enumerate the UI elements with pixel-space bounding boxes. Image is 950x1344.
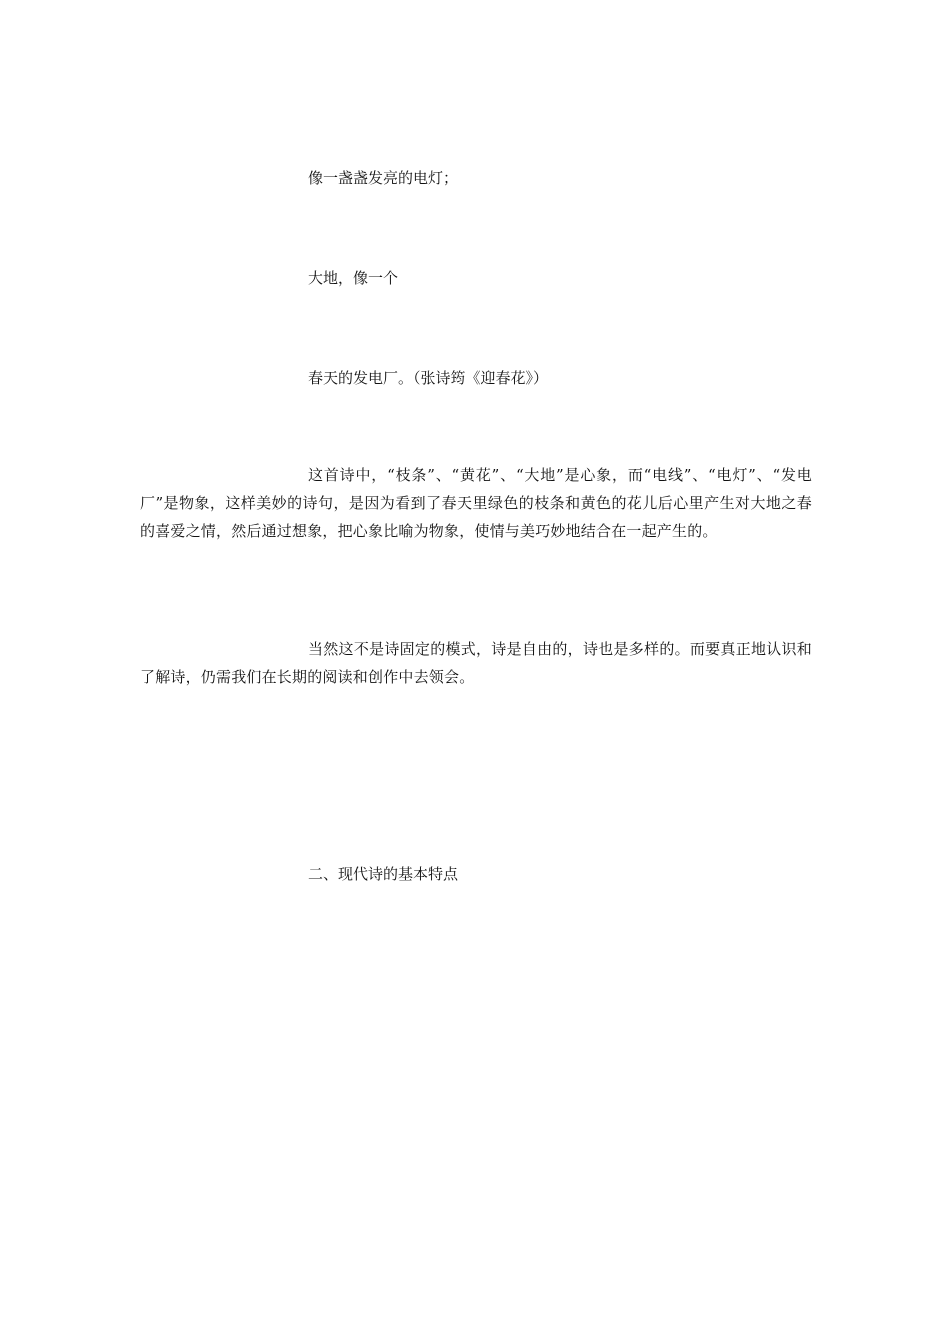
- poem-line: 春天的发电厂。（张诗筠《迎春花》）: [308, 369, 549, 387]
- body-paragraph: 当然这不是诗固定的模式，诗是自由的，诗也是多样的。而要真正地认识和了解诗，仍需我们在长期的阅读和创作中去领会。: [140, 640, 812, 686]
- poem-line: 像一盏盏发亮的电灯；: [308, 169, 459, 187]
- body-paragraph: 这首诗中，“枝条”、“黄花”、“大地”是心象，而“电线”、“电灯”、“发电厂”是物象，这样美妙的诗句，是因为看到了春天里绿色的枝条和黄色的花儿后心里产生对大地之春的喜爱之情，然后通过想象，把心象比喻为物象，使情与美巧妙地结合在一起产生的。: [140, 466, 812, 540]
- poem-line: 大地，像一个: [308, 269, 399, 287]
- section-heading: 二、现代诗的基本特点: [308, 865, 459, 883]
